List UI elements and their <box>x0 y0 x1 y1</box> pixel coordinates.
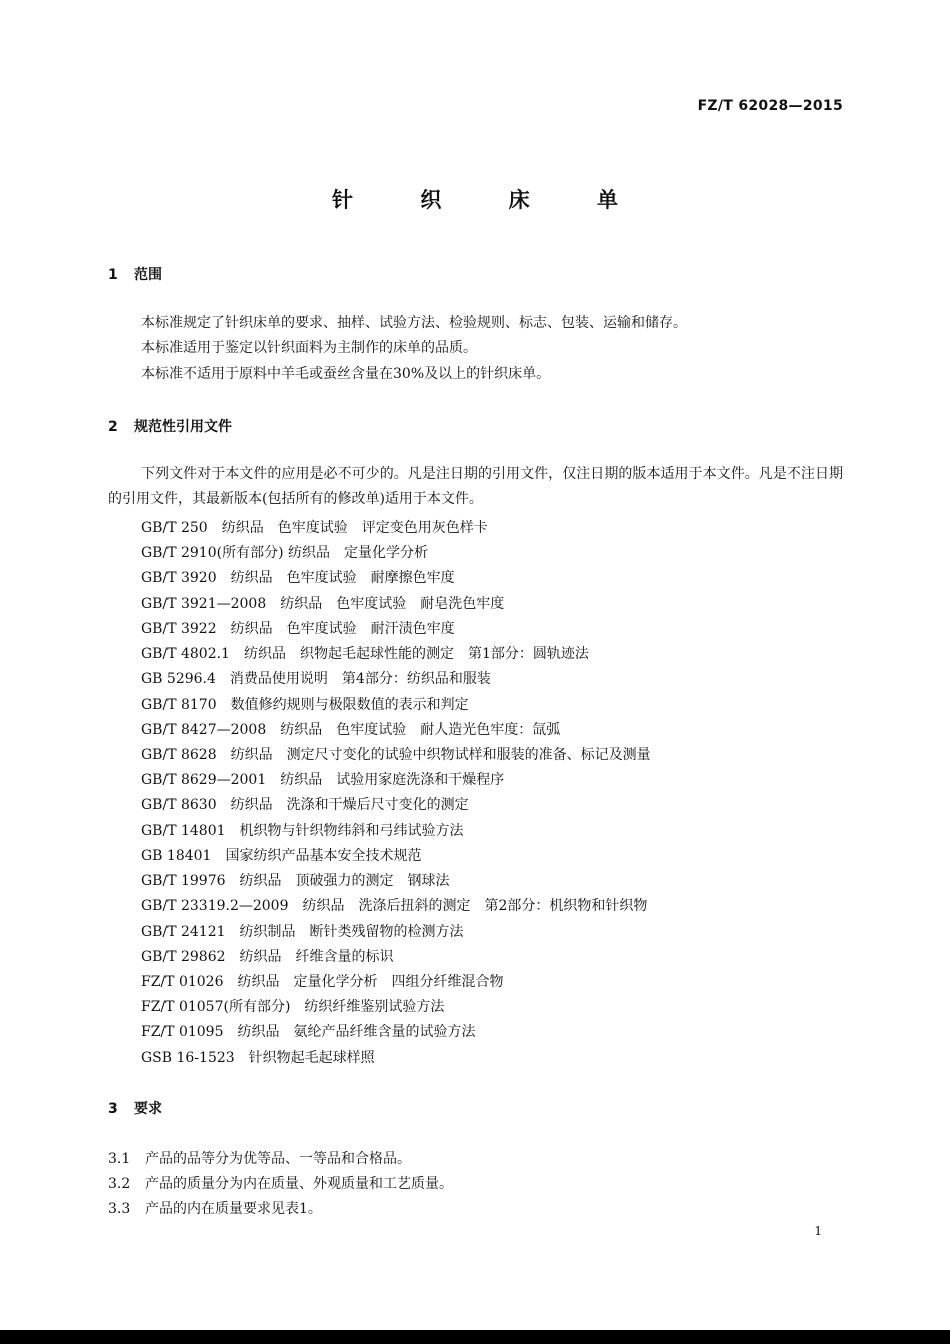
reference-item: GB/T 4802.1 纺织品 织物起毛起球性能的测定 第1部分：圆轨迹法 <box>141 646 589 662</box>
bottom-border <box>0 1330 950 1344</box>
section-3-heading <box>108 1098 162 1118</box>
clause-3-2 <box>108 1173 453 1193</box>
reference-item: GB/T 8629—2001 纺织品 试验用家庭洗涤和干燥程序 <box>141 772 505 788</box>
clause-text: 产品的质量分为内在质量、外观质量和工艺质量。 <box>145 1176 453 1192</box>
clause-number: 3.1 <box>108 1151 131 1167</box>
section-1-heading <box>108 264 162 284</box>
section-2-heading <box>108 416 232 436</box>
reference-item: GB/T 3921—2008 纺织品 色牢度试验 耐皂洗色牢度 <box>141 596 505 612</box>
reference-item: GB 5296.4 消费品使用说明 第4部分：纺织品和服装 <box>141 671 491 687</box>
clause-number: 3.2 <box>108 1176 131 1192</box>
reference-item: FZ/T 01095 纺织品 氨纶产品纤维含量的试验方法 <box>141 1024 476 1040</box>
reference-item: GB/T 8630 纺织品 洗涤和干燥后尺寸变化的测定 <box>141 797 469 813</box>
reference-item: GSB 16-1523 针织物起毛起球样照 <box>141 1050 375 1066</box>
paragraph: 本标准规定了针织床单的要求、抽样、试验方法、检验规则、标志、包装、运输和储存。 <box>141 315 687 331</box>
reference-item: GB/T 29862 纺织品 纤维含量的标识 <box>141 949 394 965</box>
clause-3-3 <box>108 1198 322 1218</box>
section-title: 范围 <box>134 267 162 283</box>
clause-3-1 <box>108 1148 411 1168</box>
reference-item: GB/T 23319.2—2009 纺织品 洗涤后扭斜的测定 第2部分：机织物和针织物 <box>141 898 648 914</box>
paragraph: 本标准不适用于原料中羊毛或蚕丝含量在30%及以上的针织床单。 <box>141 366 551 382</box>
reference-item: GB/T 3922 纺织品 色牢度试验 耐汗渍色牢度 <box>141 621 455 637</box>
reference-item: GB/T 8427—2008 纺织品 色牢度试验 耐人造光色牢度：氙弧 <box>141 722 561 738</box>
reference-item: FZ/T 01026 纺织品 定量化学分析 四组分纤维混合物 <box>141 974 504 990</box>
reference-item: GB/T 14801 机织物与针织物纬斜和弓纬试验方法 <box>141 823 464 839</box>
page-number: 1 <box>814 1224 822 1238</box>
section-2-intro: 下列文件对于本文件的应用是必不可少的。凡是注日期的引用文件，仅注日期的版本适用于本文件。凡是不注日期的引用文件，其最新版本(包括所有的修改单)适用于本文件。 <box>108 466 843 507</box>
reference-item: GB/T 19976 纺织品 顶破强力的测定 钢球法 <box>141 873 450 889</box>
document-title: 针 织 床 单 <box>332 188 648 212</box>
reference-item: GB/T 3920 纺织品 色牢度试验 耐摩擦色牢度 <box>141 570 455 586</box>
clause-text: 产品的内在质量要求见表1。 <box>145 1201 322 1217</box>
reference-item: FZ/T 01057(所有部分) 纺织纤维鉴别试验方法 <box>141 999 445 1015</box>
section-title: 规范性引用文件 <box>134 419 232 435</box>
section-number: 2 <box>108 419 118 435</box>
paragraph: 本标准适用于鉴定以针织面料为主制作的床单的品质。 <box>141 340 477 356</box>
standard-number: FZ/T 62028—2015 <box>697 98 843 114</box>
section-title: 要求 <box>134 1101 162 1117</box>
clause-text: 产品的品等分为优等品、一等品和合格品。 <box>145 1151 411 1167</box>
reference-item: GB/T 8628 纺织品 测定尺寸变化的试验中织物试样和服装的准备、标记及测量 <box>141 747 651 763</box>
reference-item: GB/T 2910(所有部分) 纺织品 定量化学分析 <box>141 545 428 561</box>
reference-item: GB/T 8170 数值修约规则与极限数值的表示和判定 <box>141 697 469 713</box>
reference-item: GB/T 250 纺织品 色牢度试验 评定变色用灰色样卡 <box>141 520 488 536</box>
clause-number: 3.3 <box>108 1201 131 1217</box>
reference-item: GB 18401 国家纺织产品基本安全技术规范 <box>141 848 422 864</box>
section-number: 3 <box>108 1101 118 1117</box>
section-number: 1 <box>108 267 118 283</box>
reference-item: GB/T 24121 纺织制品 断针类残留物的检测方法 <box>141 924 464 940</box>
